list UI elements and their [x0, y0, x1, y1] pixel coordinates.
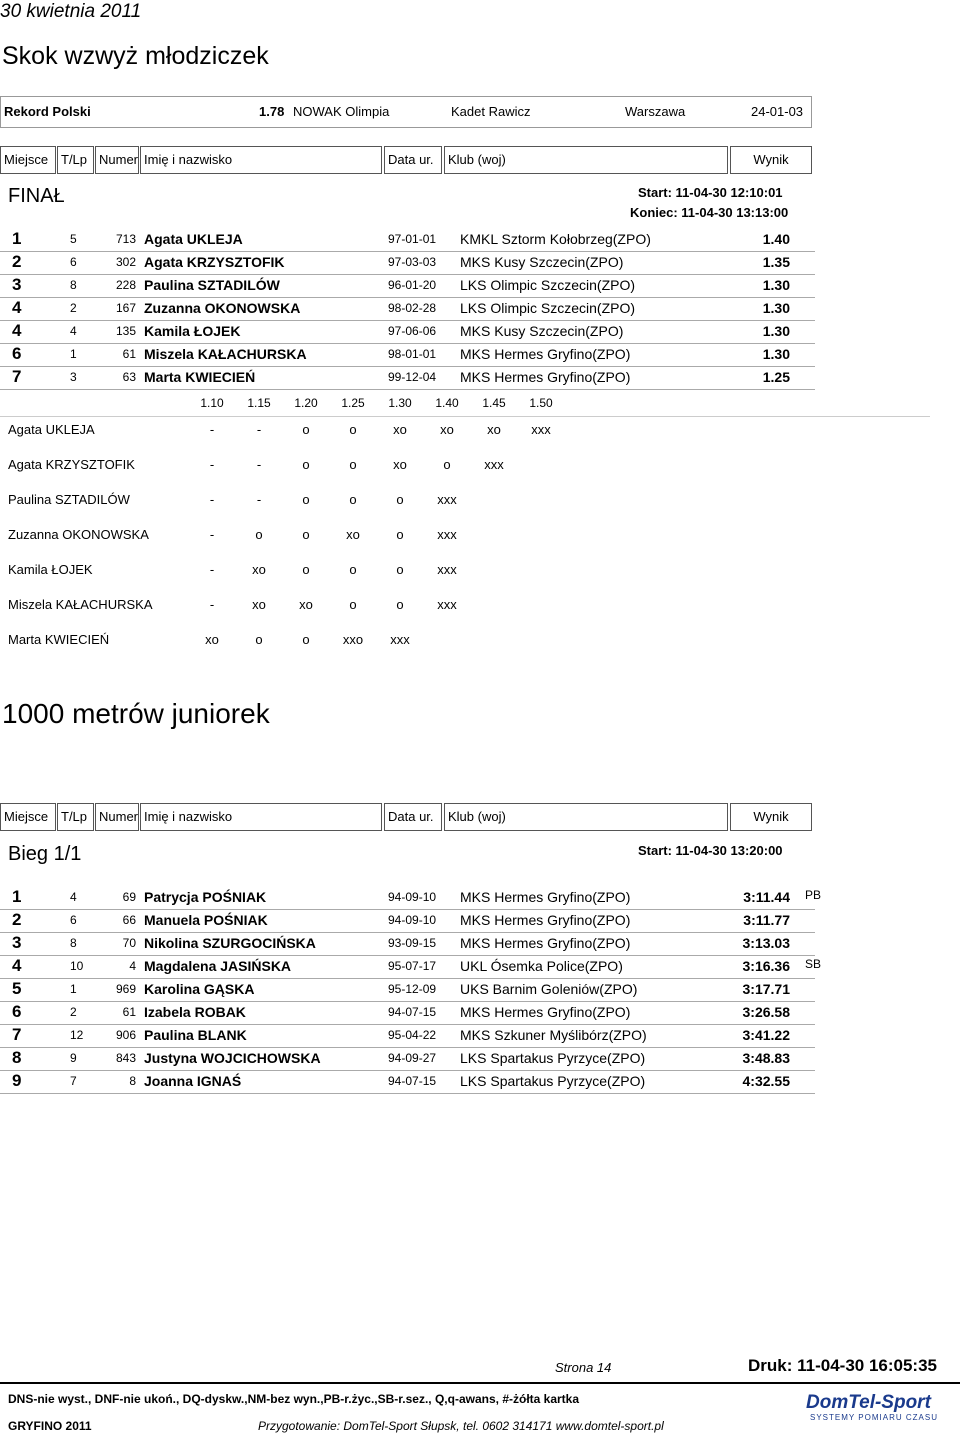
col-result — [730, 146, 812, 174]
attempt-row — [0, 632, 960, 652]
club-cell: MKS Hermes Gryfino(ZPO) — [460, 1004, 631, 1020]
event2-title: 1000 metrów juniorek — [2, 698, 270, 729]
attempt-athlete-name: Agata KRZYSZTOFIK — [8, 457, 135, 472]
place-cell: 8 — [12, 1048, 22, 1067]
attempt-mark: xxx — [531, 422, 551, 437]
attempt-athlete-name: Marta KWIECIEŃ — [8, 632, 110, 647]
lane-cell: 1 — [70, 982, 77, 996]
club-cell: UKS Barnim Goleniów(ZPO) — [460, 981, 638, 997]
birthdate-cell: 94-09-10 — [388, 890, 437, 904]
record-note-cell: SB — [805, 957, 822, 971]
attempt-mark: - — [209, 492, 215, 507]
attempt-mark: xo — [205, 632, 219, 647]
athlete-name-cell: Nikolina SZURGOCIŃSKA — [144, 935, 316, 951]
attempt-row — [0, 422, 960, 442]
attempt-mark: - — [256, 492, 262, 507]
column-header-row — [0, 146, 812, 174]
attempt-mark: o — [349, 597, 357, 612]
result-cell: 1.30 — [762, 323, 790, 339]
bib-number-cell: 4 — [129, 959, 136, 973]
height-label: 1.40 — [435, 396, 459, 410]
result-cell: 3:13.03 — [742, 935, 790, 951]
col-name: Imię i nazwisko — [140, 146, 382, 174]
record-box — [0, 96, 812, 128]
place-cell: 3 — [12, 275, 22, 294]
bib-number-cell: 906 — [115, 1028, 136, 1042]
place-cell: 3 — [12, 933, 22, 952]
result-row — [0, 955, 822, 979]
height-label: 1.25 — [341, 396, 365, 410]
attempt-athlete-name: Kamila ŁOJEK — [8, 562, 93, 577]
attempt-mark: xo — [440, 422, 454, 437]
attempt-mark: xxx — [437, 597, 457, 612]
height-label: 1.45 — [482, 396, 506, 410]
attempt-athlete-name: Paulina SZTADILÓW — [8, 492, 130, 507]
birthdate-cell: 96-01-20 — [388, 278, 437, 292]
record-value: 1.78 — [259, 104, 285, 119]
attempt-mark: xo — [252, 562, 266, 577]
result-row — [0, 320, 815, 344]
lane-cell: 1 — [70, 347, 77, 361]
result-row — [0, 886, 822, 910]
result-row — [0, 343, 815, 367]
birthdate-cell: 98-02-28 — [388, 301, 437, 315]
club-cell: LKS Spartakus Pyrzyce(ZPO) — [460, 1073, 646, 1089]
attempt-athlete-name: Zuzanna OKONOWSKA — [8, 527, 149, 542]
attempt-athlete-name: Agata UKLEJA — [8, 422, 95, 437]
attempt-mark: xo — [487, 422, 501, 437]
attempt-row — [0, 597, 960, 617]
attempt-mark: xxx — [437, 492, 457, 507]
lane-cell: 9 — [70, 1051, 77, 1065]
lane-cell: 4 — [70, 324, 77, 338]
col-dob: Data ur. — [384, 803, 442, 831]
round-label-2: Bieg 1/1 — [8, 843, 82, 865]
attempt-mark: o — [349, 457, 357, 472]
result-row — [0, 909, 815, 933]
bib-number-cell: 135 — [115, 324, 136, 338]
record-note-cell: PB — [805, 888, 822, 902]
attempt-mark: - — [209, 527, 215, 542]
attempt-mark: o — [302, 422, 310, 437]
attempt-mark: xo — [393, 422, 407, 437]
bib-number-cell: 302 — [115, 255, 136, 269]
attempt-row — [0, 457, 960, 477]
result-row — [0, 978, 815, 1002]
lane-cell: 12 — [70, 1028, 84, 1042]
attempt-row — [0, 562, 960, 582]
attempt-mark: o — [443, 457, 451, 472]
result-cell: 1.30 — [762, 300, 790, 316]
result-row — [0, 932, 815, 956]
attempt-mark: - — [209, 422, 215, 437]
print-time: Druk: 11-04-30 16:05:35 — [748, 1356, 938, 1375]
attempt-mark: o — [349, 492, 357, 507]
col-result-label: Wynik — [753, 152, 789, 167]
bib-number-cell: 61 — [122, 1005, 136, 1019]
attempt-row — [0, 492, 960, 512]
place-cell: 7 — [12, 367, 22, 386]
club-cell: UKL Ósemka Police(ZPO) — [460, 958, 623, 974]
attempt-mark: o — [302, 457, 310, 472]
birthdate-cell: 94-09-10 — [388, 913, 437, 927]
attempt-mark: xxx — [437, 527, 457, 542]
domtel-logo — [800, 1392, 950, 1426]
attempt-mark: o — [396, 527, 404, 542]
result-cell: 3:41.22 — [742, 1027, 790, 1043]
lane-cell: 8 — [70, 278, 77, 292]
col-place: Miejsce — [0, 803, 56, 831]
birthdate-cell: 94-07-15 — [388, 1005, 437, 1019]
attempt-athlete-name: Miszela KAŁACHURSKA — [8, 597, 153, 612]
attempt-mark: - — [256, 457, 262, 472]
place-cell: 6 — [12, 344, 22, 363]
col-number: Numer — [95, 803, 139, 831]
result-cell: 3:11.44 — [743, 889, 790, 905]
heights-row — [0, 396, 960, 416]
bib-number-cell: 713 — [115, 232, 136, 246]
birthdate-cell: 99-12-04 — [388, 370, 437, 384]
lane-cell: 2 — [70, 1005, 77, 1019]
place-cell: 6 — [12, 1002, 22, 1021]
attempt-mark: xo — [393, 457, 407, 472]
club-cell: MKS Hermes Gryfino(ZPO) — [460, 935, 631, 951]
athlete-name-cell: Patrycja POŚNIAK — [144, 889, 267, 905]
club-cell: LKS Olimpic Szczecin(ZPO) — [460, 300, 636, 316]
club-cell: LKS Olimpic Szczecin(ZPO) — [460, 277, 636, 293]
col-club: Klub (woj) — [444, 146, 728, 174]
attempt-mark: o — [302, 632, 310, 647]
result-row — [0, 251, 815, 275]
legend-text: DNS-nie wyst., DNF-nie ukoń., DQ-dyskw.,NM-bez wyn.,PB-r.życ.,SB-r.sez., Q,q-awans, #-żółta kartka — [8, 1392, 580, 1406]
heights-header — [0, 396, 930, 417]
record-club: Kadet Rawicz — [451, 104, 531, 119]
result-cell: 4:32.55 — [742, 1073, 790, 1089]
birthdate-cell: 97-01-01 — [388, 232, 437, 246]
prep-text: Przygotowanie: DomTel-Sport Słupsk, tel. 0602 314171 www.domtel-sport.pl — [258, 1419, 664, 1433]
birthdate-cell: 93-09-15 — [388, 936, 437, 950]
place-cell: 4 — [12, 321, 22, 340]
lane-cell: 10 — [70, 959, 84, 973]
athlete-name-cell: Agata UKLEJA — [144, 231, 243, 247]
attempt-mark: xxx — [390, 632, 410, 647]
club-cell: MKS Szkuner Myślibórz(ZPO) — [460, 1027, 647, 1043]
attempt-mark: o — [255, 632, 263, 647]
result-cell: 1.25 — [762, 369, 790, 385]
athlete-name-cell: Marta KWIECIEŃ — [144, 369, 256, 385]
result-row — [0, 228, 815, 252]
attempt-mark: xxx — [484, 457, 504, 472]
bib-number-cell: 843 — [115, 1051, 136, 1065]
bib-number-cell: 969 — [115, 982, 136, 996]
col-tl: T/Lp — [57, 146, 94, 174]
logo-subtext: SYSTEMY POMIARU CZASU — [810, 1413, 938, 1422]
bib-number-cell: 228 — [115, 278, 136, 292]
result-row — [0, 1047, 815, 1071]
attempt-mark: xxo — [342, 632, 364, 647]
attempt-mark: o — [302, 562, 310, 577]
athlete-name-cell: Zuzanna OKONOWSKA — [144, 300, 301, 316]
result-cell: 1.35 — [762, 254, 790, 270]
attempt-mark: xxx — [437, 562, 457, 577]
attempt-mark: - — [209, 562, 215, 577]
attempt-mark: o — [396, 562, 404, 577]
attempt-mark: - — [256, 422, 262, 437]
attempt-mark: o — [302, 492, 310, 507]
result-cell: 1.30 — [762, 277, 790, 293]
lane-cell: 2 — [70, 301, 77, 315]
bib-number-cell: 8 — [129, 1074, 136, 1088]
athlete-name-cell: Kamila ŁOJEK — [144, 323, 241, 339]
height-label: 1.20 — [294, 396, 318, 410]
result-row — [0, 274, 815, 298]
athlete-name-cell: Joanna IGNAŚ — [144, 1073, 242, 1089]
birthdate-cell: 94-07-15 — [388, 1074, 437, 1088]
attempt-mark: o — [302, 527, 310, 542]
col-number: Numer — [95, 146, 139, 174]
club-cell: MKS Hermes Gryfino(ZPO) — [460, 912, 631, 928]
birthdate-cell: 95-04-22 — [388, 1028, 437, 1042]
column-header-row-2 — [0, 803, 812, 831]
record-date: 24-01-03 — [751, 104, 804, 119]
athlete-name-cell: Agata KRZYSZTOFIK — [144, 254, 285, 270]
height-label: 1.30 — [388, 396, 412, 410]
birthdate-cell: 97-06-06 — [388, 324, 437, 338]
birthdate-cell: 95-07-17 — [388, 959, 437, 973]
athlete-name-cell: Paulina SZTADILÓW — [144, 277, 280, 293]
lane-cell: 6 — [70, 913, 77, 927]
birthdate-cell: 97-03-03 — [388, 255, 437, 269]
lane-cell: 3 — [70, 370, 77, 384]
lane-cell: 4 — [70, 890, 77, 904]
result-row — [0, 1001, 815, 1025]
birthdate-cell: 95-12-09 — [388, 982, 437, 996]
place-cell: 1 — [12, 229, 22, 248]
place-cell: 4 — [12, 298, 22, 317]
col-tl: T/Lp — [57, 803, 94, 831]
athlete-name-cell: Karolina GĄSKA — [144, 981, 255, 997]
athlete-name-cell: Magdalena JASIŃSKA — [144, 958, 292, 974]
date-header: 30 kwietnia 2011 — [0, 1, 142, 22]
lane-cell: 8 — [70, 936, 77, 950]
record-city: Warszawa — [625, 104, 686, 119]
athlete-name-cell: Izabela ROBAK — [144, 1004, 246, 1020]
club-cell: MKS Hermes Gryfino(ZPO) — [460, 369, 631, 385]
result-cell: 3:11.77 — [743, 912, 790, 928]
attempt-mark: xo — [299, 597, 313, 612]
attempt-mark: - — [209, 597, 215, 612]
lane-cell: 6 — [70, 255, 77, 269]
place-cell: 5 — [12, 979, 22, 998]
start-time: Start: 11-04-30 12:10:01 — [638, 185, 783, 200]
result-cell: 3:17.71 — [742, 981, 790, 997]
result-cell: 1.40 — [762, 231, 790, 247]
attempt-mark: o — [349, 562, 357, 577]
record-holder: NOWAK Olimpia — [293, 104, 390, 119]
page-number: Strona 14 — [555, 1360, 612, 1375]
bib-number-cell: 61 — [122, 347, 136, 361]
birthdate-cell: 98-01-01 — [388, 347, 437, 361]
attempt-mark: o — [349, 422, 357, 437]
result-row — [0, 1024, 815, 1048]
place-cell: 2 — [12, 252, 22, 271]
bib-number-cell: 70 — [122, 936, 136, 950]
round-label: FINAŁ — [8, 185, 65, 207]
attempt-mark: - — [209, 457, 215, 472]
col-result-label: Wynik — [753, 809, 789, 824]
club-cell: LKS Spartakus Pyrzyce(ZPO) — [460, 1050, 646, 1066]
col-place: Miejsce — [0, 146, 56, 174]
event-title: Skok wzwyż młodziczek — [2, 42, 269, 70]
result-cell: 3:26.58 — [742, 1004, 790, 1020]
col-result — [730, 803, 812, 831]
club-cell: MKS Hermes Gryfino(ZPO) — [460, 889, 631, 905]
place-cell: 1 — [12, 887, 22, 906]
venue-label: GRYFINO 2011 — [8, 1419, 92, 1433]
club-cell: MKS Hermes Gryfino(ZPO) — [460, 346, 631, 362]
club-cell: MKS Kusy Szczecin(ZPO) — [460, 323, 624, 339]
end-time: Koniec: 11-04-30 13:13:00 — [630, 205, 789, 220]
club-cell: KMKL Sztorm Kołobrzeg(ZPO) — [460, 231, 651, 247]
col-club: Klub (woj) — [444, 803, 728, 831]
record-label: Rekord Polski — [4, 104, 91, 119]
logo-text: DomTel-Sport — [806, 1392, 931, 1413]
athlete-name-cell: Manuela POŚNIAK — [144, 912, 268, 928]
place-cell: 9 — [12, 1071, 22, 1090]
bib-number-cell: 63 — [122, 370, 136, 384]
bib-number-cell: 167 — [115, 301, 136, 315]
attempt-row — [0, 527, 960, 547]
attempt-mark: xo — [252, 597, 266, 612]
col-dob: Data ur. — [384, 146, 442, 174]
result-row — [0, 1070, 815, 1094]
result-cell: 3:16.36 — [742, 958, 790, 974]
bib-number-cell: 69 — [122, 890, 136, 904]
col-name: Imię i nazwisko — [140, 803, 382, 831]
club-cell: MKS Kusy Szczecin(ZPO) — [460, 254, 624, 270]
attempt-mark: o — [255, 527, 263, 542]
result-cell: 1.30 — [762, 346, 790, 362]
bib-number-cell: 66 — [122, 913, 136, 927]
footer-divider — [0, 1382, 960, 1384]
attempt-mark: o — [396, 597, 404, 612]
place-cell: 7 — [12, 1025, 22, 1044]
attempt-mark: xo — [346, 527, 360, 542]
attempt-mark: o — [396, 492, 404, 507]
place-cell: 4 — [12, 956, 22, 975]
result-row — [0, 297, 815, 321]
athlete-name-cell: Justyna WOJCICHOWSKA — [144, 1050, 321, 1066]
lane-cell: 5 — [70, 232, 77, 246]
athlete-name-cell: Miszela KAŁACHURSKA — [144, 346, 307, 362]
athlete-name-cell: Paulina BLANK — [144, 1027, 247, 1043]
height-label: 1.50 — [529, 396, 553, 410]
height-label: 1.10 — [200, 396, 224, 410]
height-label: 1.15 — [247, 396, 271, 410]
lane-cell: 7 — [70, 1074, 77, 1088]
start-time-2: Start: 11-04-30 13:20:00 — [638, 843, 783, 858]
birthdate-cell: 94-09-27 — [388, 1051, 437, 1065]
place-cell: 2 — [12, 910, 22, 929]
result-row — [0, 366, 815, 390]
result-cell: 3:48.83 — [742, 1050, 790, 1066]
